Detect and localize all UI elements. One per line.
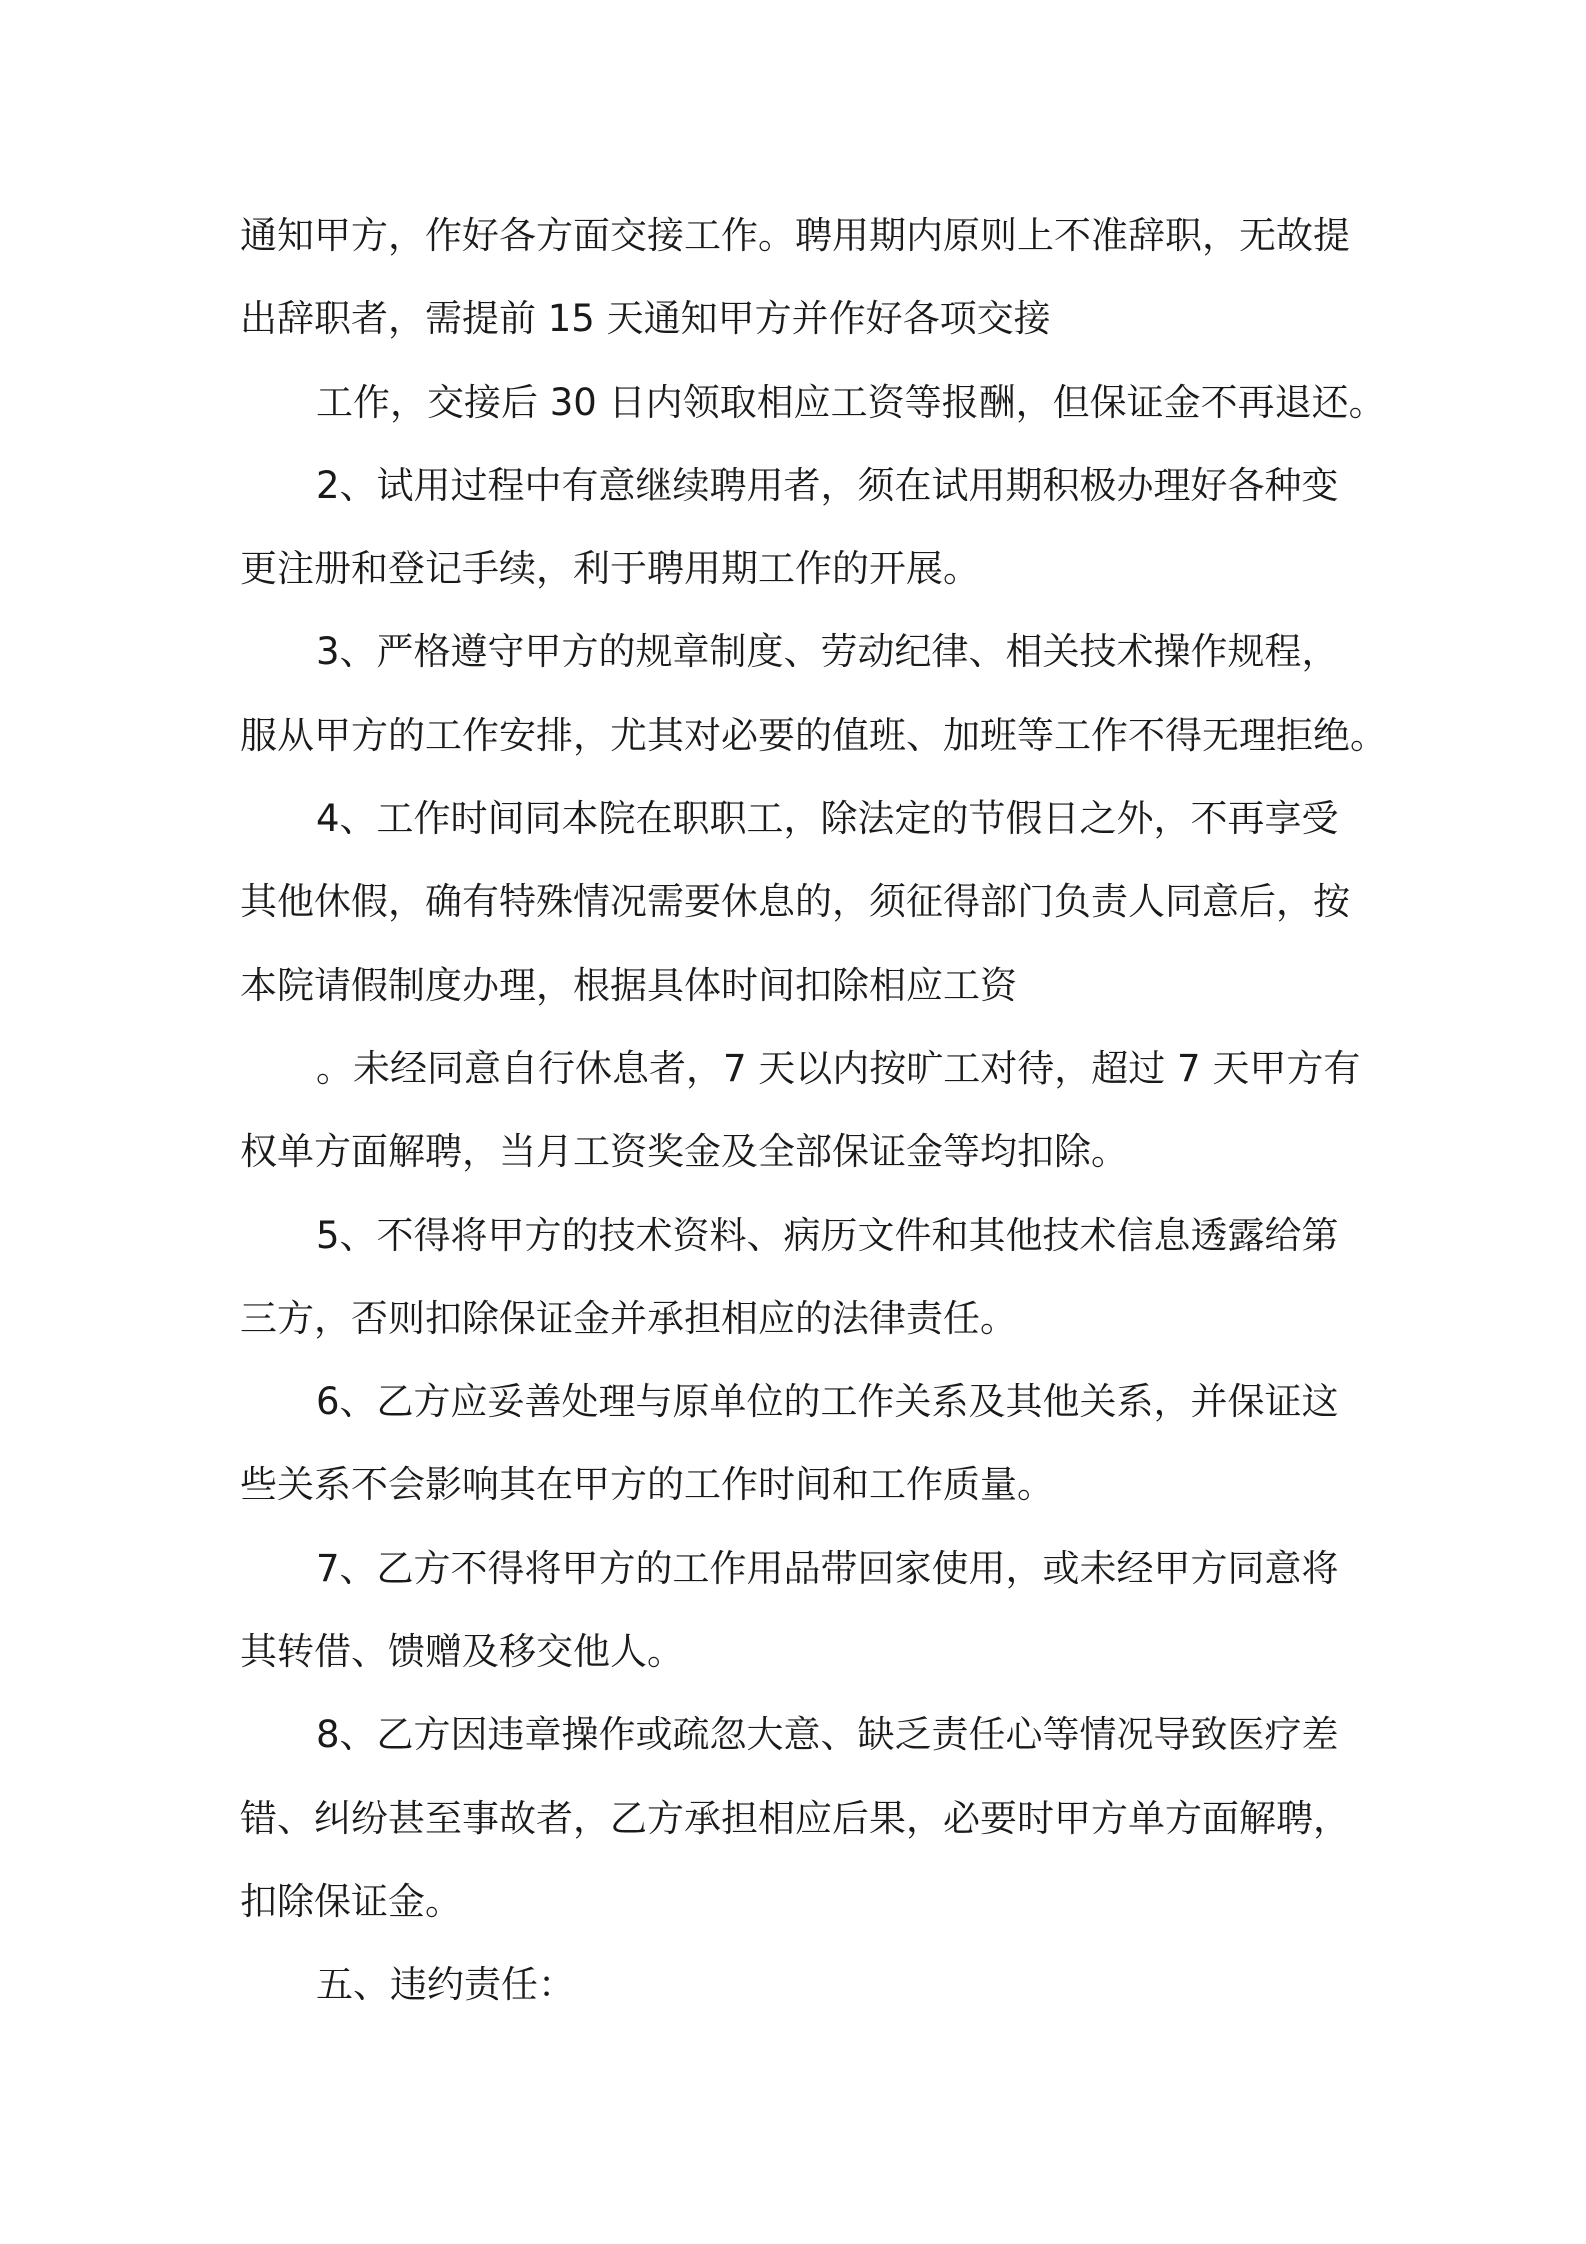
text-line: 其他休假，确有特殊情况需要休息的，须征得部门负责人同意后，按 bbox=[240, 880, 1350, 924]
text-line: 2、试用过程中有意继续聘用者，须在试用期积极办理好各种变 bbox=[316, 463, 1339, 507]
text-line: 服从甲方的工作安排，尤其对必要的值班、加班等工作不得无理拒绝。 bbox=[240, 713, 1387, 757]
text-line: 3、严格遵守甲方的规章制度、劳动纪律、相关技术操作规程， bbox=[316, 630, 1339, 674]
text-line: 三方，否则扣除保证金并承担相应的法律责任。 bbox=[240, 1296, 1017, 1340]
text-line: 4、工作时间同本院在职职工，除法定的节假日之外，不再享受 bbox=[316, 797, 1339, 841]
text-line: 7、乙方不得将甲方的工作用品带回家使用，或未经甲方同意将 bbox=[316, 1546, 1339, 1590]
text-line: 5、不得将甲方的技术资料、病历文件和其他技术信息透露给第 bbox=[316, 1213, 1339, 1257]
text-line: 扣除保证金。 bbox=[240, 1879, 462, 1923]
text-line: 工作，交接后 30 日内领取相应工资等报酬，但保证金不再退还。 bbox=[316, 380, 1386, 424]
text-line: 通知甲方，作好各方面交接工作。聘用期内原则上不准辞职，无故提 bbox=[240, 214, 1350, 257]
text-line: 8、乙方因违章操作或疏忽大意、缺乏责任心等情况导致医疗差 bbox=[316, 1713, 1339, 1757]
text-line: 错、纠纷甚至事故者，乙方承担相应后果，必要时甲方单方面解聘， bbox=[240, 1796, 1350, 1840]
text-line: 6、乙方应妥善处理与原单位的工作关系及其他关系，并保证这 bbox=[316, 1380, 1339, 1424]
text-line: 更注册和登记手续，利于聘用期工作的开展。 bbox=[240, 547, 980, 591]
text-line: 些关系不会影响其在甲方的工作时间和工作质量。 bbox=[240, 1463, 1054, 1507]
document-body bbox=[240, 194, 1387, 2027]
text-line: 。未经同意自行休息者，7 天以内按旷工对待，超过 7 天甲方有 bbox=[316, 1046, 1361, 1090]
section-heading: 五、违约责任： bbox=[316, 1963, 575, 2007]
text-line: 本院请假制度办理，根据具体时间扣除相应工资 bbox=[240, 963, 1017, 1007]
text-line: 权单方面解聘，当月工资奖金及全部保证金等均扣除。 bbox=[240, 1130, 1128, 1174]
text-line: 其转借、馈赠及移交他人。 bbox=[240, 1630, 684, 1674]
text-line: 出辞职者，需提前 15 天通知甲方并作好各项交接 bbox=[240, 297, 1051, 341]
